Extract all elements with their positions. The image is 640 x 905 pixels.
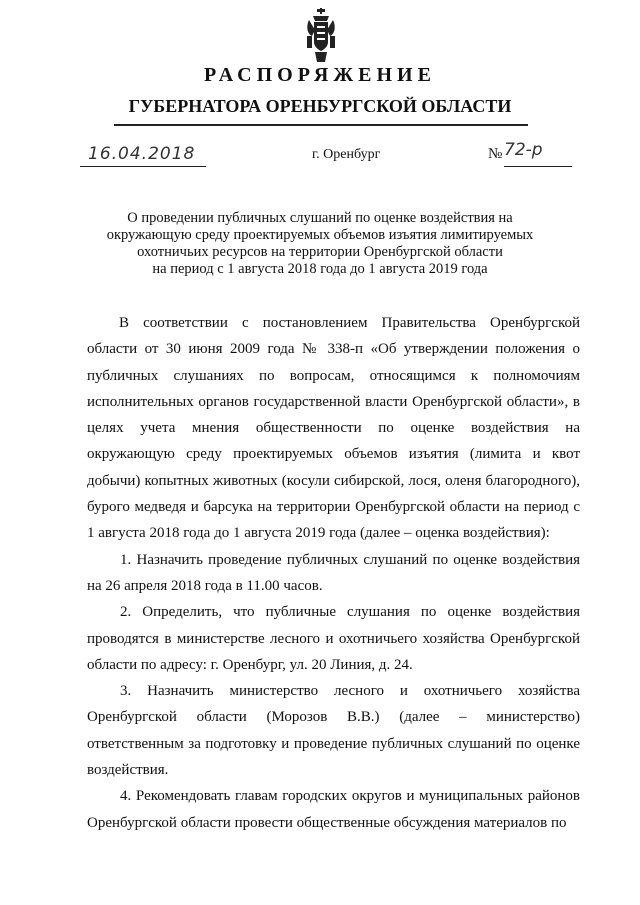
date-underline — [80, 166, 206, 167]
clause-paragraph: 2. Определить, что публичные слушания по оценке воздействия проводятся в министерстве лесного и охотничьего хозяйства Оренбургской области по адресу: г. Оренбург, ул. 20 Линия, д. 24. — [87, 604, 580, 673]
document-body — [87, 310, 580, 836]
document-city: г. Оренбург — [312, 147, 381, 162]
coat-of-arms-icon — [305, 8, 337, 64]
preamble-paragraph: В соответствии с постановлением Правительства Оренбургской области от 30 июня 2009 года № 338-п «Об утверждении положения о публичных слушаниях по вопросам, относящимся к полномочиям исполнительных органов государственной власти Оренбургской области», в целях учета мнения общественности по оценке воздействия на окружающую среду проектируемых объемов изъятия (лимита и квот добычи) копытных животных (косули сибирской, лося, оленя благородного), бурого медведя и барсука на территории Оренбургской области на период с 1 августа 2018 года до 1 августа 2019 года (далее – оценка воздействия): — [87, 315, 580, 542]
subject-line: окружающую среду проектируемых объемов изъятия лимитируемых — [106, 227, 534, 243]
document-date: 16.04.2018 — [88, 144, 196, 164]
document-title: РАСПОРЯЖЕНИЕ — [204, 64, 436, 86]
subject-line: на период с 1 августа 2018 года до 1 августа 2019 года — [152, 261, 488, 277]
number-underline — [504, 166, 572, 167]
clause-paragraph: 1. Назначить проведение публичных слушаний по оценке воздействия на 26 апреля 2018 года в 11.00 часов. — [87, 551, 580, 594]
document-subject — [100, 210, 540, 278]
subject-line: О проведении публичных слушаний по оценке воздействия на — [127, 210, 513, 226]
clause-paragraph: 4. Рекомендовать главам городских округов и муниципальных районов Оренбургской области провести общественные обсуждения материалов по — [87, 788, 580, 831]
header-divider — [114, 124, 528, 126]
subject-line: охотничьих ресурсов на территории Оренбургской области — [137, 244, 503, 260]
document-issuer: ГУБЕРНАТОРА ОРЕНБУРГСКОЙ ОБЛАСТИ — [128, 96, 512, 116]
clause-paragraph: 3. Назначить министерство лесного и охотничьего хозяйства Оренбургской области (Морозов В.В.) (далее – министерство) ответственным за подготовку и проведение публичных слушаний по оценке воздействия. — [87, 683, 580, 779]
number-label: № — [488, 146, 503, 162]
document-number: 72-р — [504, 140, 543, 160]
